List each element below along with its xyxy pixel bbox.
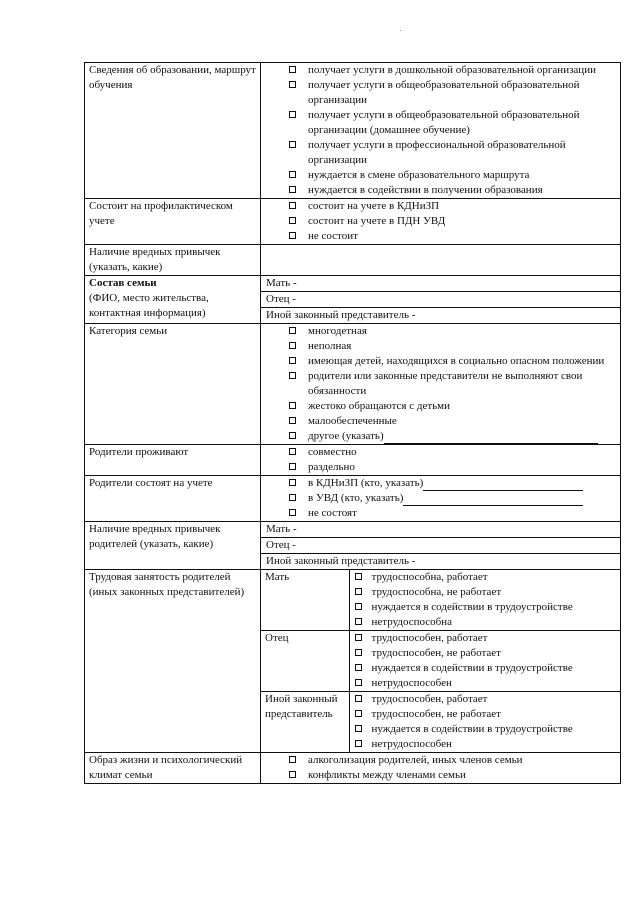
checkbox-icon[interactable] xyxy=(289,217,296,224)
checkbox-icon[interactable] xyxy=(289,494,296,501)
prevention-option[interactable]: состоит на учете в ПДН УВД xyxy=(266,214,620,229)
habits-value[interactable] xyxy=(261,245,621,276)
category-options xyxy=(261,324,621,445)
prevention-label: Состоит на профилактическом учете xyxy=(85,199,261,245)
registry-options xyxy=(261,476,621,522)
row-category xyxy=(85,324,621,445)
education-option[interactable]: нуждается в смене образовательного маршрута xyxy=(266,168,620,183)
fill-line[interactable] xyxy=(384,432,598,444)
employment-cell xyxy=(261,570,621,753)
checkbox-icon[interactable] xyxy=(355,573,362,580)
living-label: Родители проживают xyxy=(85,445,261,476)
checkbox-icon[interactable] xyxy=(289,342,296,349)
employment-who: Отец xyxy=(261,631,349,692)
living-options xyxy=(261,445,621,476)
checkbox-icon[interactable] xyxy=(355,634,362,641)
row-family-mother xyxy=(85,276,621,292)
checkbox-icon[interactable] xyxy=(289,417,296,424)
employment-table xyxy=(261,570,620,752)
family-other[interactable]: Иной законный представитель - xyxy=(261,308,621,324)
parent-habits-label: Наличие вредных привычек родителей (указать, какие) xyxy=(85,522,261,570)
living-option[interactable]: раздельно xyxy=(266,460,620,475)
category-option[interactable]: родители или законные представители не выполняют свои обязанности xyxy=(266,369,620,399)
parent-habits-father[interactable]: Отец - xyxy=(261,538,621,554)
prevention-option[interactable]: состоит на учете в КДНиЗП xyxy=(266,199,620,214)
family-father[interactable]: Отец - xyxy=(261,292,621,308)
family-label-bold: Состав семьи xyxy=(89,277,157,289)
category-option[interactable]: жестоко обращаются с детьми xyxy=(266,399,620,414)
category-option[interactable]: неполная xyxy=(266,339,620,354)
employment-group xyxy=(261,570,620,631)
checkbox-icon[interactable] xyxy=(355,603,362,610)
family-info-form xyxy=(84,62,621,784)
registry-option[interactable]: в УВД (кто, указать) xyxy=(266,491,620,506)
row-parent-habits-mother xyxy=(85,522,621,538)
checkbox-icon[interactable] xyxy=(289,232,296,239)
checkbox-icon[interactable] xyxy=(289,111,296,118)
checkbox-icon[interactable] xyxy=(289,327,296,334)
education-option[interactable]: получает услуги в дошкольной образовательной организации xyxy=(266,63,620,78)
employment-option[interactable]: трудоспособен, работает xyxy=(350,631,621,646)
education-option[interactable]: нуждается в содействии в получении образования xyxy=(266,183,620,198)
education-label: Сведения об образовании, маршрут обучения xyxy=(85,63,261,199)
lifestyle-option[interactable]: конфликты между членами семьи xyxy=(266,768,620,783)
prevention-options xyxy=(261,199,621,245)
employment-group xyxy=(261,692,620,753)
checkbox-icon[interactable] xyxy=(355,679,362,686)
row-prevention xyxy=(85,199,621,245)
category-option[interactable]: многодетная xyxy=(266,324,620,339)
checkbox-icon[interactable] xyxy=(289,202,296,209)
prevention-option[interactable]: не состоит xyxy=(266,229,620,244)
checkbox-icon[interactable] xyxy=(289,509,296,516)
education-option[interactable]: получает услуги в общеобразовательной образовательной организации xyxy=(266,78,620,108)
category-label: Категория семьи xyxy=(85,324,261,445)
employment-who: Иной законный представитель xyxy=(261,692,349,753)
checkbox-icon[interactable] xyxy=(289,141,296,148)
checkbox-icon[interactable] xyxy=(355,695,362,702)
row-lifestyle xyxy=(85,753,621,784)
fill-line[interactable] xyxy=(423,479,583,491)
checkbox-icon[interactable] xyxy=(289,81,296,88)
scan-speck xyxy=(400,30,401,31)
checkbox-icon[interactable] xyxy=(355,710,362,717)
checkbox-icon[interactable] xyxy=(355,588,362,595)
checkbox-icon[interactable] xyxy=(289,357,296,364)
family-label xyxy=(85,276,261,324)
family-label-rest: (ФИО, место жительства, контактная информация) xyxy=(89,292,209,319)
checkbox-icon[interactable] xyxy=(289,372,296,379)
employment-option[interactable]: трудоспособен, не работает xyxy=(350,707,621,722)
family-mother[interactable]: Мать - xyxy=(261,276,621,292)
lifestyle-options xyxy=(261,753,621,784)
education-option[interactable]: получает услуги в профессиональной образовательной организации xyxy=(266,138,620,168)
row-habits xyxy=(85,245,621,276)
employment-option[interactable]: нуждается в содействии в трудоустройстве xyxy=(350,661,621,676)
lifestyle-option[interactable]: алкоголизация родителей, иных членов семьи xyxy=(266,753,620,768)
checkbox-icon[interactable] xyxy=(289,171,296,178)
checkbox-icon[interactable] xyxy=(355,725,362,732)
checkbox-icon[interactable] xyxy=(355,649,362,656)
registry-label: Родители состоят на учете xyxy=(85,476,261,522)
employment-option[interactable]: трудоспособна, работает xyxy=(350,570,621,585)
education-options xyxy=(261,63,621,199)
row-living xyxy=(85,445,621,476)
checkbox-icon[interactable] xyxy=(355,740,362,747)
employment-option[interactable]: нуждается в содействии в трудоустройстве xyxy=(350,722,621,737)
checkbox-icon[interactable] xyxy=(289,402,296,409)
employment-label: Трудовая занятость родителей (иных законных представителей) xyxy=(85,570,261,753)
checkbox-icon[interactable] xyxy=(289,448,296,455)
checkbox-icon[interactable] xyxy=(289,756,296,763)
education-option[interactable]: получает услуги в общеобразовательной образовательной организации (домашнее обучение) xyxy=(266,108,620,138)
category-option-other[interactable]: другое (указать) xyxy=(266,429,620,444)
checkbox-icon[interactable] xyxy=(289,479,296,486)
lifestyle-label: Образ жизни и психологический климат семьи xyxy=(85,753,261,784)
row-registry xyxy=(85,476,621,522)
fill-line[interactable] xyxy=(403,494,583,506)
employment-option[interactable]: нетрудоспособен xyxy=(350,676,621,691)
checkbox-icon[interactable] xyxy=(355,664,362,671)
living-option[interactable]: совместно xyxy=(266,445,620,460)
employment-option[interactable]: трудоспособна, не работает xyxy=(350,585,621,600)
category-option[interactable]: малообеспеченные xyxy=(266,414,620,429)
checkbox-icon[interactable] xyxy=(289,432,296,439)
checkbox-icon[interactable] xyxy=(355,618,362,625)
parent-habits-mother[interactable]: Мать - xyxy=(261,522,621,538)
registry-option[interactable]: не состоят xyxy=(266,506,620,521)
employment-option[interactable]: нетрудоспособен xyxy=(350,737,621,752)
row-education xyxy=(85,63,621,199)
habits-label: Наличие вредных привычек (указать, какие) xyxy=(85,245,261,276)
checkbox-icon[interactable] xyxy=(289,771,296,778)
checkbox-icon[interactable] xyxy=(289,186,296,193)
parent-habits-other[interactable]: Иной законный представитель - xyxy=(261,554,621,570)
registry-option[interactable]: в КДНиЗП (кто, указать) xyxy=(266,476,620,491)
category-option[interactable]: имеющая детей, находящихся в социально опасном положении xyxy=(266,354,620,369)
checkbox-icon[interactable] xyxy=(289,463,296,470)
employment-option[interactable]: нуждается в содействии в трудоустройстве xyxy=(350,600,621,615)
employment-option[interactable]: трудоспособен, не работает xyxy=(350,646,621,661)
checkbox-icon[interactable] xyxy=(289,66,296,73)
employment-option[interactable]: трудоспособен, работает xyxy=(350,692,621,707)
employment-who: Мать xyxy=(261,570,349,631)
row-employment xyxy=(85,570,621,753)
employment-group xyxy=(261,631,620,692)
employment-option[interactable]: нетрудоспособна xyxy=(350,615,621,630)
